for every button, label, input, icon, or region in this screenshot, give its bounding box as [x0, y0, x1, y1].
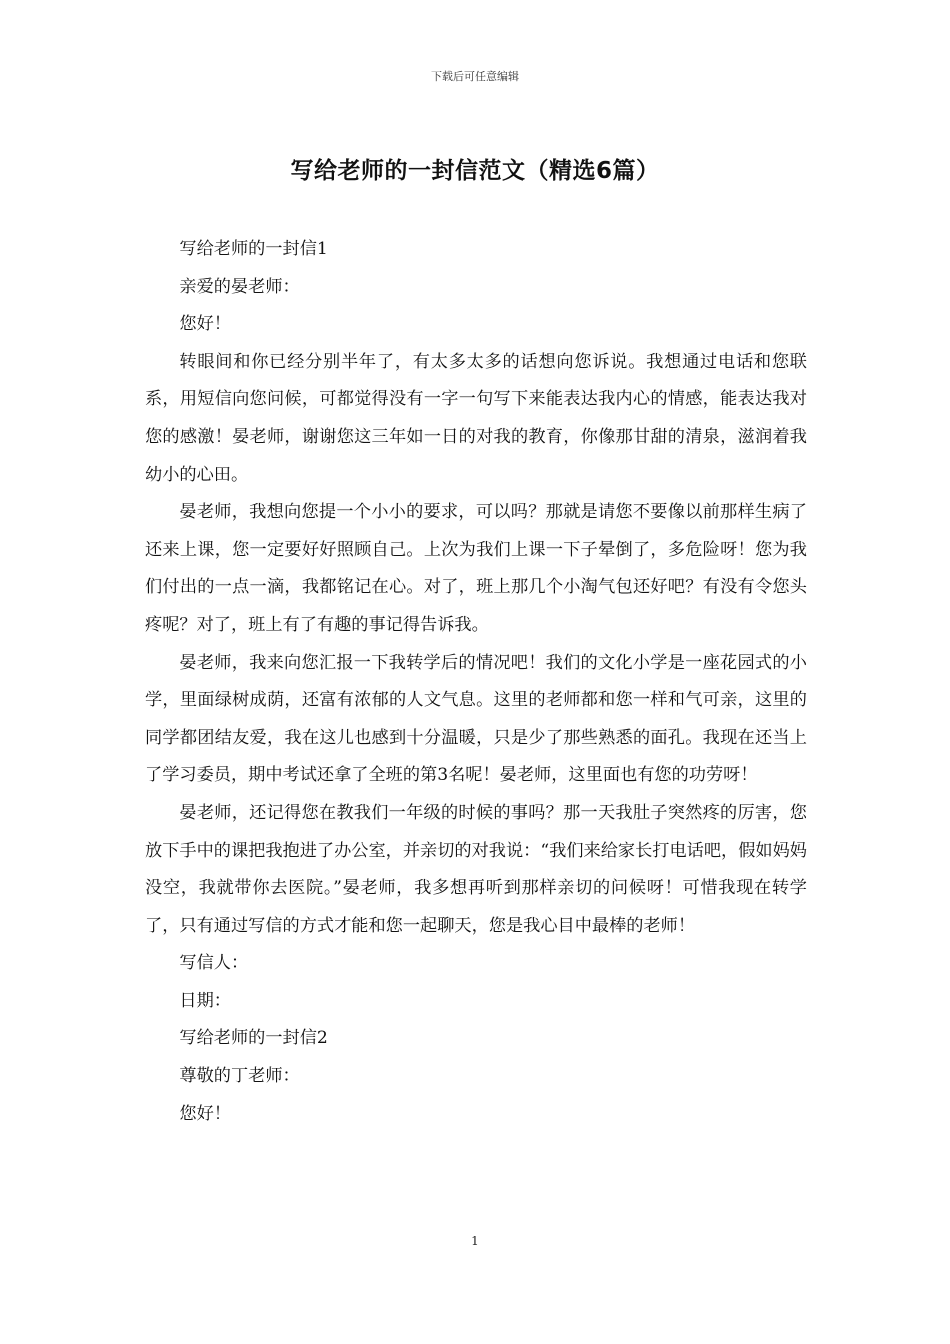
- document-title: 写给老师的一封信范文（精选6篇）: [290, 158, 660, 184]
- body-paragraph: 转眼间和你已经分别半年了，有太多太多的话想向您诉说。我想通过电话和您联系，用短信向您问候，可都觉得没有一字一句写下来能表达我内心的情感，能表达我对您的感激！晏老师，谢谢您这三年如一日的对我的教育，你像那甘甜的清泉，滋润着我幼小的心田。: [145, 351, 807, 485]
- body-paragraph: 晏老师，还记得您在教我们一年级的时候的事吗？那一天我肚子突然疼的厉害，您放下手中的课把我抱进了办公室，并亲切的对我说：“我们来给家长打电话吧，假如妈妈没空，我就带你去医院。”晏老师，我多想再听到那样亲切的问候呀！可惜我现在转学了，只有通过写信的方式才能和您一起聊天，您是我心目中最棒的老师！: [145, 802, 807, 936]
- letter-heading: 写给老师的一封信2: [179, 1028, 328, 1049]
- page-header-note: 下载后可任意编辑: [431, 70, 519, 83]
- letter-signature-line: 写信人：: [179, 953, 249, 974]
- body-paragraph: 晏老师，我想向您提一个小小的要求，可以吗？那就是请您不要像以前那样生病了还来上课，您一定要好好照顾自己。上次为我们上课一下子晕倒了，多危险呀！您为我们付出的一点一滴，我都铭记在心。对了，班上那几个小淘气包还好吧？有没有令您头疼呢？对了，班上有了有趣的事记得告诉我。: [145, 502, 807, 635]
- letter-greeting: 您好！: [179, 314, 231, 335]
- document-body: [145, 231, 807, 1133]
- letter-greeting: 您好！: [179, 1103, 231, 1124]
- body-paragraph: 晏老师，我来向您汇报一下我转学后的情况吧！我们的文化小学是一座花园式的小学，里面绿树成荫，还富有浓郁的人文气息。这里的老师都和您一样和气可亲，这里的同学都团结友爱，我在这儿也感到十分温暖，只是少了那些熟悉的面孔。我现在还当上了学习委员，期中考试还拿了全班的第3名呢！晏老师，这里面也有您的功劳呀！: [145, 652, 807, 786]
- letter-salutation: 尊敬的丁老师：: [179, 1066, 300, 1087]
- letter-heading: 写给老师的一封信1: [179, 239, 328, 259]
- letter-salutation: 亲爱的晏老师：: [179, 276, 300, 297]
- letter-date-line: 日期：: [179, 990, 231, 1011]
- page-number: 1: [471, 1234, 479, 1248]
